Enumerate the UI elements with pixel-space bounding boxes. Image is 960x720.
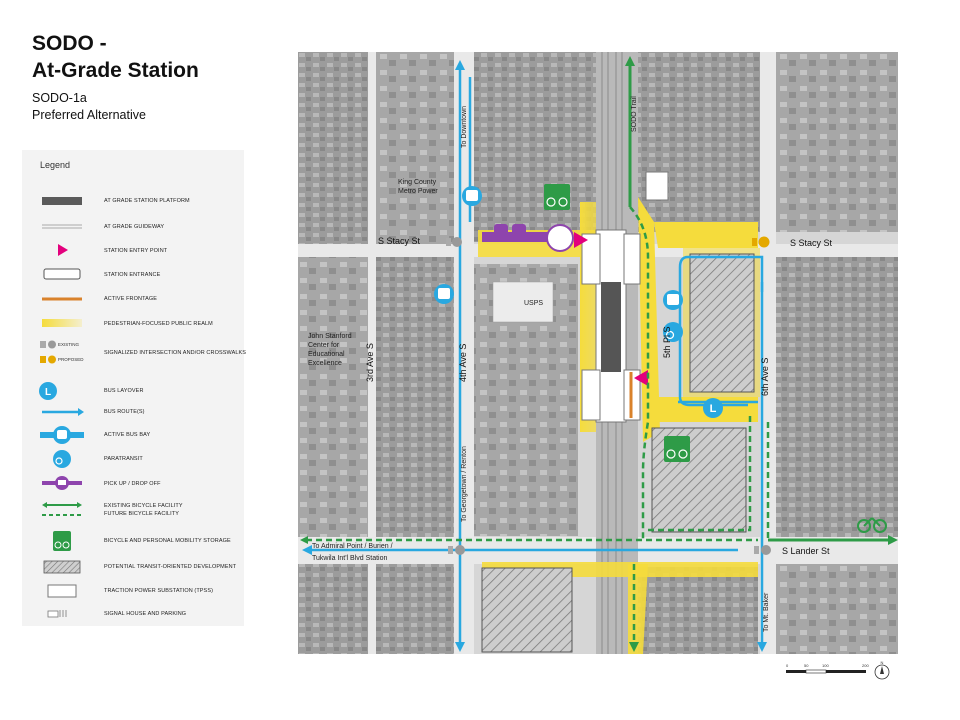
label-john-stanford-2: Center for xyxy=(308,342,340,349)
legend-title: Legend xyxy=(40,160,71,170)
legend-item-tpss: TRACTION POWER SUBSTATION (TPSS) xyxy=(104,588,214,594)
street-label-lander: S Lander St xyxy=(782,546,830,556)
bike-storage-icon xyxy=(38,530,86,552)
legend-item-bus-route: BUS ROUTE(S) xyxy=(104,409,145,415)
legend-panel xyxy=(22,150,247,626)
signal-icon xyxy=(448,545,465,555)
bike-storage-icon xyxy=(664,436,690,462)
label-to-georgetown: To Georgetown / Renton xyxy=(461,446,468,522)
legend-item-signal-house: SIGNAL HOUSE AND PARKING xyxy=(104,611,187,617)
signal-proposed-label: PROPOSED xyxy=(58,357,84,362)
scale-tick-0: 0 xyxy=(786,663,789,668)
platform-bar-icon xyxy=(38,192,86,210)
bus-layover-icon xyxy=(38,380,86,402)
usps-building xyxy=(493,282,553,322)
bike-storage-icon xyxy=(544,184,570,210)
blue-arrow-icon xyxy=(38,403,86,421)
svg-text:L: L xyxy=(709,403,717,415)
label-to-downtown: To Downtown xyxy=(461,105,468,148)
label-sodo-trail: SODO Trail xyxy=(631,96,638,132)
label-john-stanford-1: John Stanford xyxy=(308,333,352,340)
bus-bay-icon xyxy=(663,290,683,310)
signal-existing-label: EXISTING xyxy=(58,342,80,347)
subtitle-line-1: SODO-1a xyxy=(32,91,87,105)
label-king-county: King County xyxy=(398,179,437,186)
bus-bay-icon xyxy=(38,425,86,445)
legend-item-bus-layover: BUS LAYOVER xyxy=(104,388,144,394)
label-to-mt-baker: To Mt. Baker xyxy=(763,592,770,632)
guideway-lines-icon xyxy=(38,217,86,235)
bus-layover-icon xyxy=(703,398,723,418)
bus-stop-icon xyxy=(462,186,482,206)
paratransit-icon xyxy=(38,449,86,469)
legend-item-bike-future: FUTURE BICYCLE FACILITY xyxy=(104,511,180,517)
street-label-6th-ave: 6th Ave S xyxy=(760,357,770,396)
legend-item-tod: POTENTIAL TRANSIT-ORIENTED DEVELOPMENT xyxy=(104,564,237,570)
signal-icon xyxy=(446,237,462,247)
signal-icon xyxy=(752,237,770,248)
legend-item-entrance: STATION ENTRANCE xyxy=(104,272,161,278)
legend-item-frontage: ACTIVE FRONTAGE xyxy=(104,296,158,302)
pickup-icon xyxy=(38,474,86,492)
tpss-building xyxy=(646,172,668,200)
label-john-stanford-4: Excellence xyxy=(308,360,342,367)
street-label-4th-ave: 4th Ave S xyxy=(458,343,468,382)
label-usps: USPS xyxy=(524,300,544,307)
hatched-box-icon xyxy=(38,558,86,576)
entrance-box-icon xyxy=(38,265,86,283)
orange-line-icon xyxy=(38,290,86,308)
legend-item-platform: AT GRADE STATION PLATFORM xyxy=(104,198,190,204)
bus-stop-icon xyxy=(434,284,454,304)
legend-item-guideway: AT GRADE GUIDEWAY xyxy=(104,224,165,230)
legend-item-bike-storage: BICYCLE AND PERSONAL MOBILITY STORAGE xyxy=(104,538,231,544)
legend-item-bike-existing: EXISTING BICYCLE FACILITY xyxy=(104,503,183,509)
street-label-3rd-ave: 3rd Ave S xyxy=(365,343,375,382)
legend-item-public-realm: PEDESTRIAN-FOCUSED PUBLIC REALM xyxy=(104,321,213,327)
label-to-admiral-1: To Admiral Point / Burien / xyxy=(312,543,393,550)
yellow-band-icon xyxy=(38,314,86,332)
street-label-stacy-east: S Stacy St xyxy=(790,238,833,248)
tpss-box-icon xyxy=(38,582,86,600)
street-label-stacy-west: S Stacy St xyxy=(378,236,421,246)
label-metro-power: Metro Power xyxy=(398,188,438,195)
scale-tick-200: 200 xyxy=(862,663,869,668)
scale-tick-100: 100 xyxy=(822,663,829,668)
station-area-map xyxy=(298,52,898,654)
legend-item-signal: SIGNALIZED INTERSECTION AND/OR CROSSWALKS xyxy=(104,350,247,356)
north-label: N xyxy=(880,660,884,665)
label-to-admiral-2: Tukwila Int'l Blvd Station xyxy=(312,555,388,562)
street-label-5th-pl: 5th Pl S xyxy=(662,326,672,358)
subtitle-line-2: Preferred Alternative xyxy=(32,108,146,122)
bicycle-facility-icon xyxy=(38,499,86,521)
label-john-stanford-3: Educational xyxy=(308,351,345,358)
title-line-2: At-Grade Station xyxy=(32,59,199,82)
legend-item-bus-bay: ACTIVE BUS BAY xyxy=(104,432,151,438)
signal-house-icon xyxy=(38,605,86,623)
scale-bar xyxy=(782,660,892,684)
magenta-triangle-icon xyxy=(38,241,86,259)
scale-tick-50: 50 xyxy=(804,663,809,668)
legend-item-pickup: PICK UP / DROP OFF xyxy=(104,481,161,487)
legend-item-paratransit: PARATRANSIT xyxy=(104,456,143,462)
page-subtitle xyxy=(32,90,146,124)
signal-icon xyxy=(754,545,771,555)
title-line-1: SODO - xyxy=(32,32,107,55)
svg-text:L: L xyxy=(44,387,52,398)
legend-item-entry-point: STATION ENTRY POINT xyxy=(104,248,168,254)
page-title xyxy=(32,30,199,84)
